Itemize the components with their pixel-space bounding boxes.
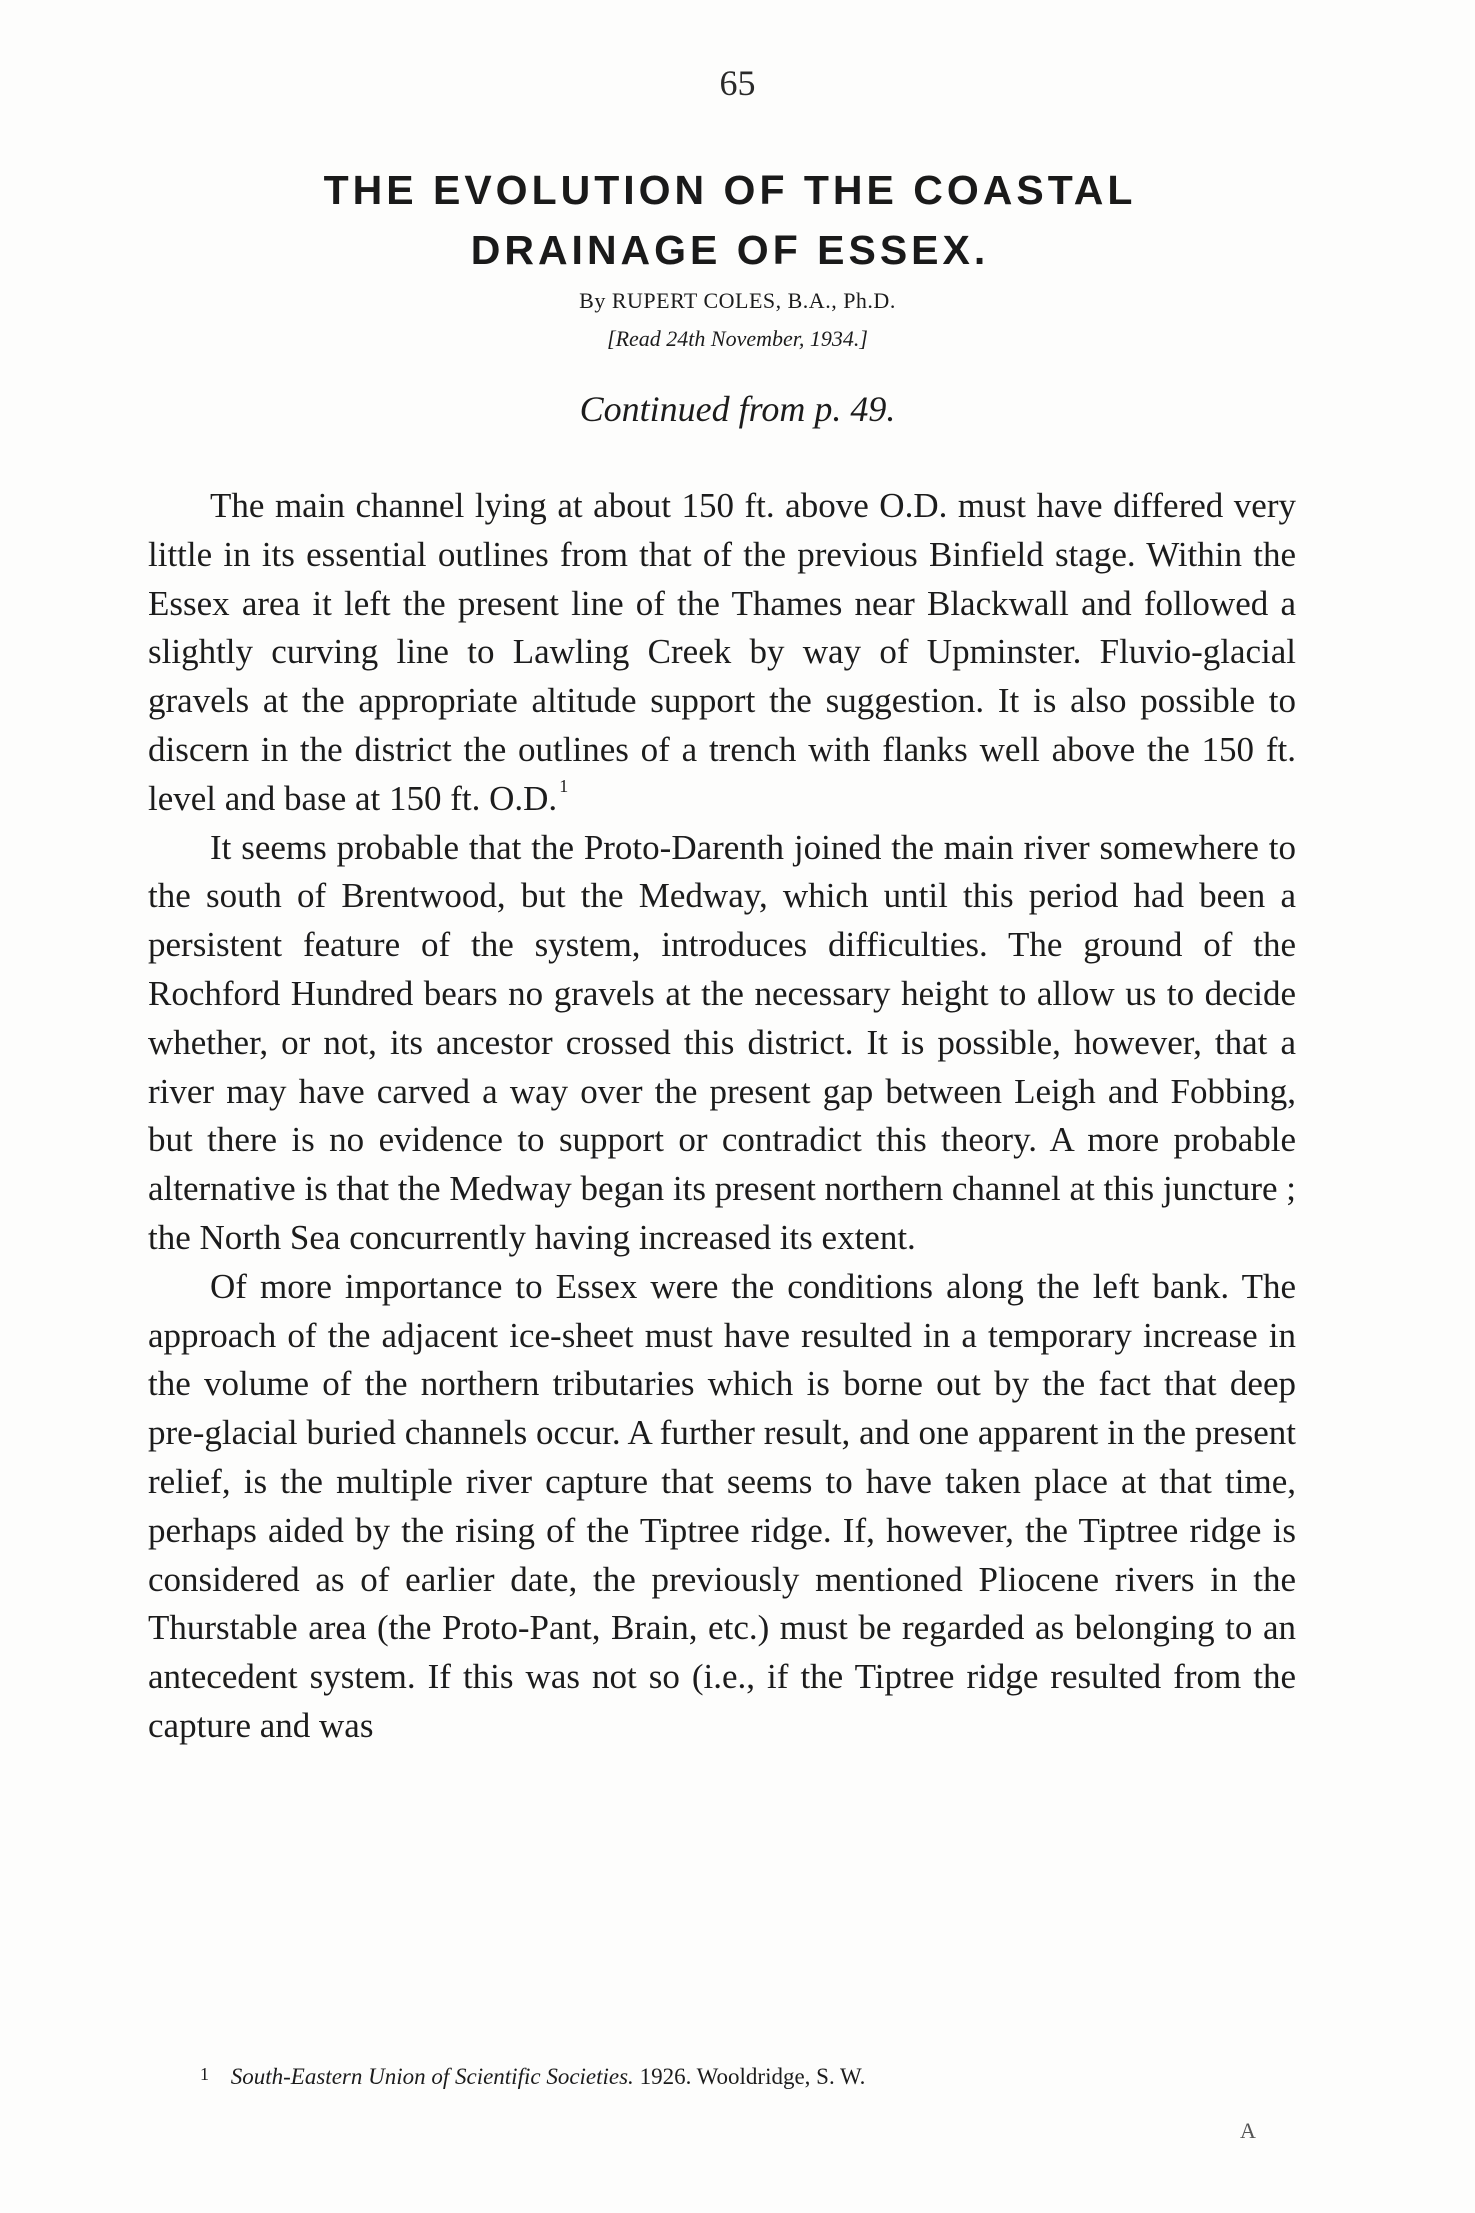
article-title	[150, 160, 1310, 280]
author-byline: By RUPERT COLES, B.A., Ph.D.	[579, 288, 896, 313]
footnote-mark: 1	[200, 2064, 209, 2084]
footnote-rest: 1926. Wooldridge, S. W.	[639, 2064, 866, 2089]
paragraph-3: Of more importance to Essex were the conditions along the left bank. The approach of the adjacent ice-sheet must have resulted in a temporary increase in the volume of the northern tributaries which is borne out by the fact that deep pre-glacial buried channels occur. A further result, and one apparent in the present relief, is the multiple river capture that seems to have taken place at that time, perhaps aided by the rising of the Tiptree ridge. If, however, the Tiptree ridge is considered as of earlier date, the previously mentioned Pliocene rivers in the Thurstable area (the Proto-Pant, Brain, etc.) must be regarded as belonging to an antecedent system. If this was not so (i.e., if the Tiptree ridge resulted from the capture and was	[148, 1266, 1296, 1745]
paragraph-2: It seems probable that the Proto-Darenth joined the main river somewhere to the south of Brentwood, but the Medway, which until this period had been a persistent feature of the system, introduces difficulties. The ground of the Rochford Hundred bears no gravels at the necessary height to allow us to decide whether, or not, its ancestor crossed this district. It is possible, however, that a river may have carved a way over the present gap between Leigh and Fobbing, but there is no evidence to support or contradict this theory. A more probable alternative is that the Medway began its present northern channel at this juncture ; the North Sea concurrently having increased its extent.	[148, 827, 1296, 1257]
title-line-2: DRAINAGE OF ESSEX.	[470, 227, 990, 273]
title-line-1: THE EVOLUTION OF THE COASTAL	[323, 167, 1137, 213]
footnote-source: South-Eastern Union of Scientific Societies.	[230, 2064, 634, 2089]
read-date: [Read 24th November, 1934.]	[607, 326, 868, 351]
page-number: 65	[719, 63, 756, 103]
footnote-reference: 1	[559, 775, 569, 796]
article-body	[148, 482, 1296, 1751]
paragraph-1	[148, 482, 1296, 824]
footnote	[200, 2064, 1300, 2090]
paragraph-1-text: The main channel lying at about 150 ft. above O.D. must have differed very little in its essential outlines from that of the previous Binfield stage. Within the Essex area it left the present line of the Thames near Blackwall and followed a slightly curving line to Lawling Creek by way of Upminster. Fluvio-glacial gravels at the appropriate altitude support the suggestion. It is also possible to discern in the district the outlines of a trench with flanks well above the 150 ft. level and base at 150 ft. O.D.	[148, 486, 1296, 818]
continued-note: Continued from p. 49.	[579, 389, 896, 429]
signature-mark: A	[1240, 2118, 1256, 2143]
